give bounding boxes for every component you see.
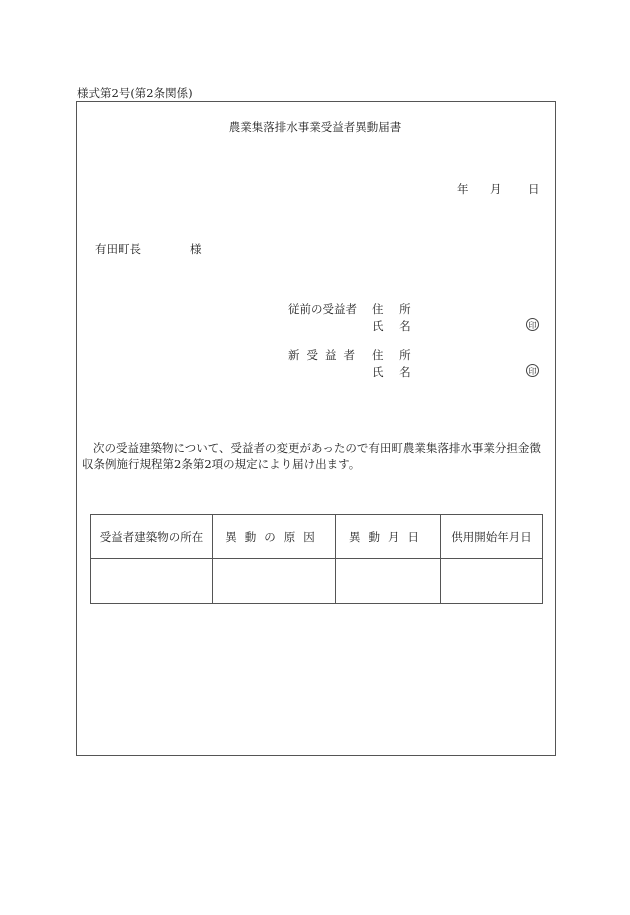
- table-cell[interactable]: [213, 559, 336, 604]
- former-address-label: 住 所: [372, 302, 417, 316]
- seal-icon: 印: [526, 318, 539, 331]
- date-month-label: 月: [490, 182, 502, 196]
- addressee-honorific: 様: [190, 242, 202, 256]
- new-name-label: 氏 名: [372, 365, 417, 379]
- table-header-row: [91, 515, 543, 559]
- former-beneficiary-label: 従前の受益者: [288, 302, 357, 316]
- date-day-label: 日: [528, 182, 540, 196]
- table-cell[interactable]: [91, 559, 213, 604]
- table-cell[interactable]: [336, 559, 441, 604]
- new-address-label: 住 所: [372, 348, 417, 362]
- former-name-label: 氏 名: [372, 319, 417, 333]
- table-header-cell: 供用開始年月日: [441, 515, 543, 559]
- change-details-table: [90, 514, 543, 604]
- new-beneficiary-label: 新受益者: [288, 348, 362, 362]
- table-header-cell: 受益者建築物の所在: [91, 515, 213, 559]
- form-number-label: 様式第2号(第2条関係): [77, 86, 193, 100]
- table-header-cell: 異動月日: [336, 515, 441, 559]
- seal-icon: 印: [526, 364, 539, 377]
- table-cell[interactable]: [441, 559, 543, 604]
- document-title: 農業集落排水事業受益者異動届書: [228, 120, 402, 134]
- addressee-name: 有田町長: [95, 242, 141, 256]
- date-year-label: 年: [457, 182, 469, 196]
- table-row: [91, 559, 543, 604]
- form-frame: [76, 101, 556, 756]
- table-header-cell: 異動の原因: [213, 515, 336, 559]
- body-paragraph: 次の受益建築物について、受益者の変更があったので有田町農業集落排水事業分担金徴収条例施行規程第2条第2項の規定により届け出ます。: [82, 441, 541, 471]
